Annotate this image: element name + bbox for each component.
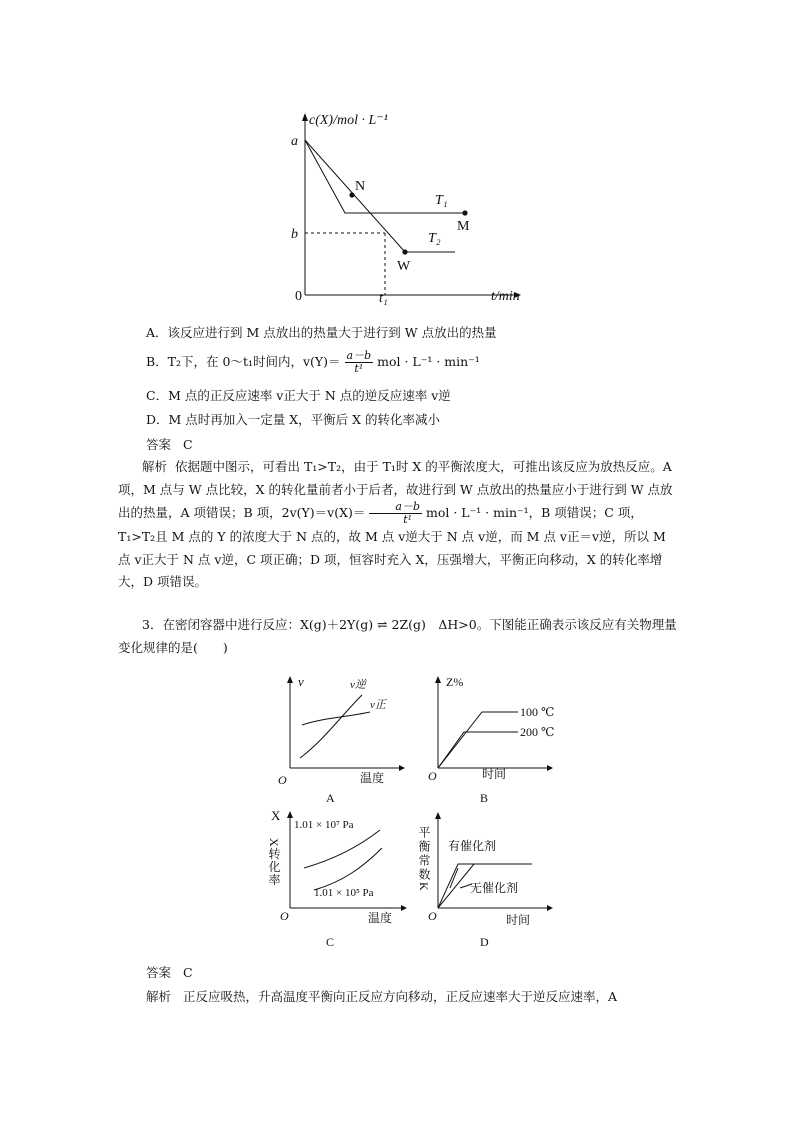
option-b <box>146 350 480 375</box>
q3-answer <box>146 964 193 982</box>
graph-b-curve1-label: 100 ℃ <box>520 705 555 719</box>
option-a: A．该反应进行到 M 点放出的热量大于进行到 W 点放出的热量 <box>146 325 497 340</box>
curve-low-pressure <box>314 848 382 890</box>
graph-d-curve1-label: 有催化剂 <box>448 839 497 853</box>
label-T1: T₁ <box>435 193 448 208</box>
answer-label: 答案 <box>146 437 172 452</box>
graph-c-ylabel-x: X <box>271 808 281 823</box>
answer-value: C <box>182 437 193 452</box>
q3-stem: 3．在密闭容器中进行反应：X(g)＋2Y(g) ⇌ 2Z(g) ΔH>0。下图能正确表示该反应有关物理量变化规律的是( ) <box>118 617 677 655</box>
label-t1: t₁ <box>379 291 388 306</box>
graph-a-letter: A <box>326 791 335 805</box>
curve-200c <box>438 732 518 768</box>
y-axis-label: c(X)/mol · L⁻¹ <box>309 113 388 128</box>
label-m: M <box>457 219 470 234</box>
point-w <box>402 249 407 254</box>
graph-c-curve1-label: 1.01 × 10⁷ Pa <box>294 819 354 831</box>
graph-a <box>262 670 412 808</box>
label-a: a <box>291 134 298 149</box>
q3-analysis <box>146 988 617 1006</box>
curve-high-pressure <box>304 830 380 868</box>
graph-d <box>414 808 570 952</box>
q3-answer-label: 答案 <box>146 965 172 980</box>
graph-d-origin: O <box>428 909 437 923</box>
label-T2: T₂ <box>428 231 441 246</box>
q3-analysis-text: 正反应吸热，升高温度平衡向正反应方向移动，正反应速率大于逆反应速率，A <box>182 989 617 1004</box>
q2-answer <box>146 436 193 454</box>
graph-d-ylabel: 平衡常数K <box>417 826 431 893</box>
point-n <box>349 192 354 197</box>
concentration-time-graph <box>285 100 545 310</box>
analysis-text-2: mol · L⁻¹ · min⁻¹，B 项错误；C 项，T₁>T₂且 M 点的 Y 的浓度大于 N 点的，故 M 点 v逆大于 N 点 v逆，而 M 点 v正＝v逆，所以 M 点 v正大于 N 点 v逆，C 项正确；D 项，恒容时充入 X，压强增大，平衡正向移动，X 的转化率增大，D 项错误。 <box>118 505 666 589</box>
point-m <box>462 210 467 215</box>
option-c: C．M 点的正反应速率 v正大于 N 点的逆反应速率 v逆 <box>146 388 451 403</box>
graph-d-xlabel: 时间 <box>506 913 531 927</box>
label-w: W <box>397 259 411 274</box>
analysis-label: 解析 <box>142 459 168 474</box>
graph-a-curve2-label: v正 <box>370 699 386 711</box>
option-b-fraction <box>345 350 374 375</box>
graph-c-xlabel: 温度 <box>368 911 393 925</box>
graph-c-ylabel-text: X转化率 <box>267 838 281 887</box>
graph-c-origin: O <box>280 909 289 923</box>
graph-b <box>420 670 570 808</box>
graph-a-ylabel: v <box>298 674 304 689</box>
option-b-denominator: t¹ <box>354 362 364 375</box>
graph-d-curve2-label: 无催化剂 <box>470 881 519 895</box>
graph-b-ylabel: Z% <box>446 675 464 689</box>
label-b: b <box>291 227 298 242</box>
origin-label: 0 <box>295 289 302 304</box>
graph-a-origin: O <box>278 773 287 787</box>
graph-b-letter: B <box>480 791 489 805</box>
analysis-denominator: t¹ <box>403 513 413 526</box>
graph-c-letter: C <box>326 935 335 949</box>
curve-100c <box>438 712 518 768</box>
q3-answer-value: C <box>182 965 193 980</box>
graph-d-letter: D <box>480 935 489 949</box>
graph-a-xlabel: 温度 <box>360 771 385 785</box>
option-b-unit: mol · L⁻¹ · min⁻¹ <box>377 354 480 369</box>
y-axis-arrow <box>302 113 308 121</box>
q2-analysis <box>118 456 678 594</box>
curve-v-reverse <box>300 695 362 758</box>
graph-b-xlabel: 时间 <box>482 767 507 781</box>
option-b-text: B．T₂下，在 0～t₁时间内，v(Y)＝ <box>146 354 341 369</box>
graph-b-curve2-label: 200 ℃ <box>520 725 555 739</box>
graph-c-ylabel <box>271 808 281 823</box>
label-n: N <box>355 179 366 194</box>
q3-analysis-label: 解析 <box>146 989 172 1004</box>
graph-b-origin: O <box>428 769 437 783</box>
option-b-numerator: a－b <box>346 349 372 362</box>
curve-without-catalyst <box>438 864 474 908</box>
analysis-numerator: a－b <box>369 501 422 514</box>
analysis-fraction <box>369 501 422 526</box>
x-axis-label: t/min <box>491 289 520 304</box>
graph-c <box>262 808 414 952</box>
graph-c-curve2-label: 1.01 × 10⁵ Pa <box>314 887 374 899</box>
option-d: D．M 点时再加入一定量 X，平衡后 X 的转化率减小 <box>146 412 441 427</box>
analysis-text-1: 依据题中图示，可看出 T₁>T₂，由于 T₁时 X 的平衡浓度大，可推出该反应为放热反应。A 项，M 点与 W 点比较，X 的转化量前者小于后者，故进行到 W 点放出的热量应小于进行到 W 点放出的热量，A 项错误；B 项，2v(Y)＝v(X)＝ <box>118 459 673 520</box>
graph-a-curve1-label: v逆 <box>350 679 366 691</box>
